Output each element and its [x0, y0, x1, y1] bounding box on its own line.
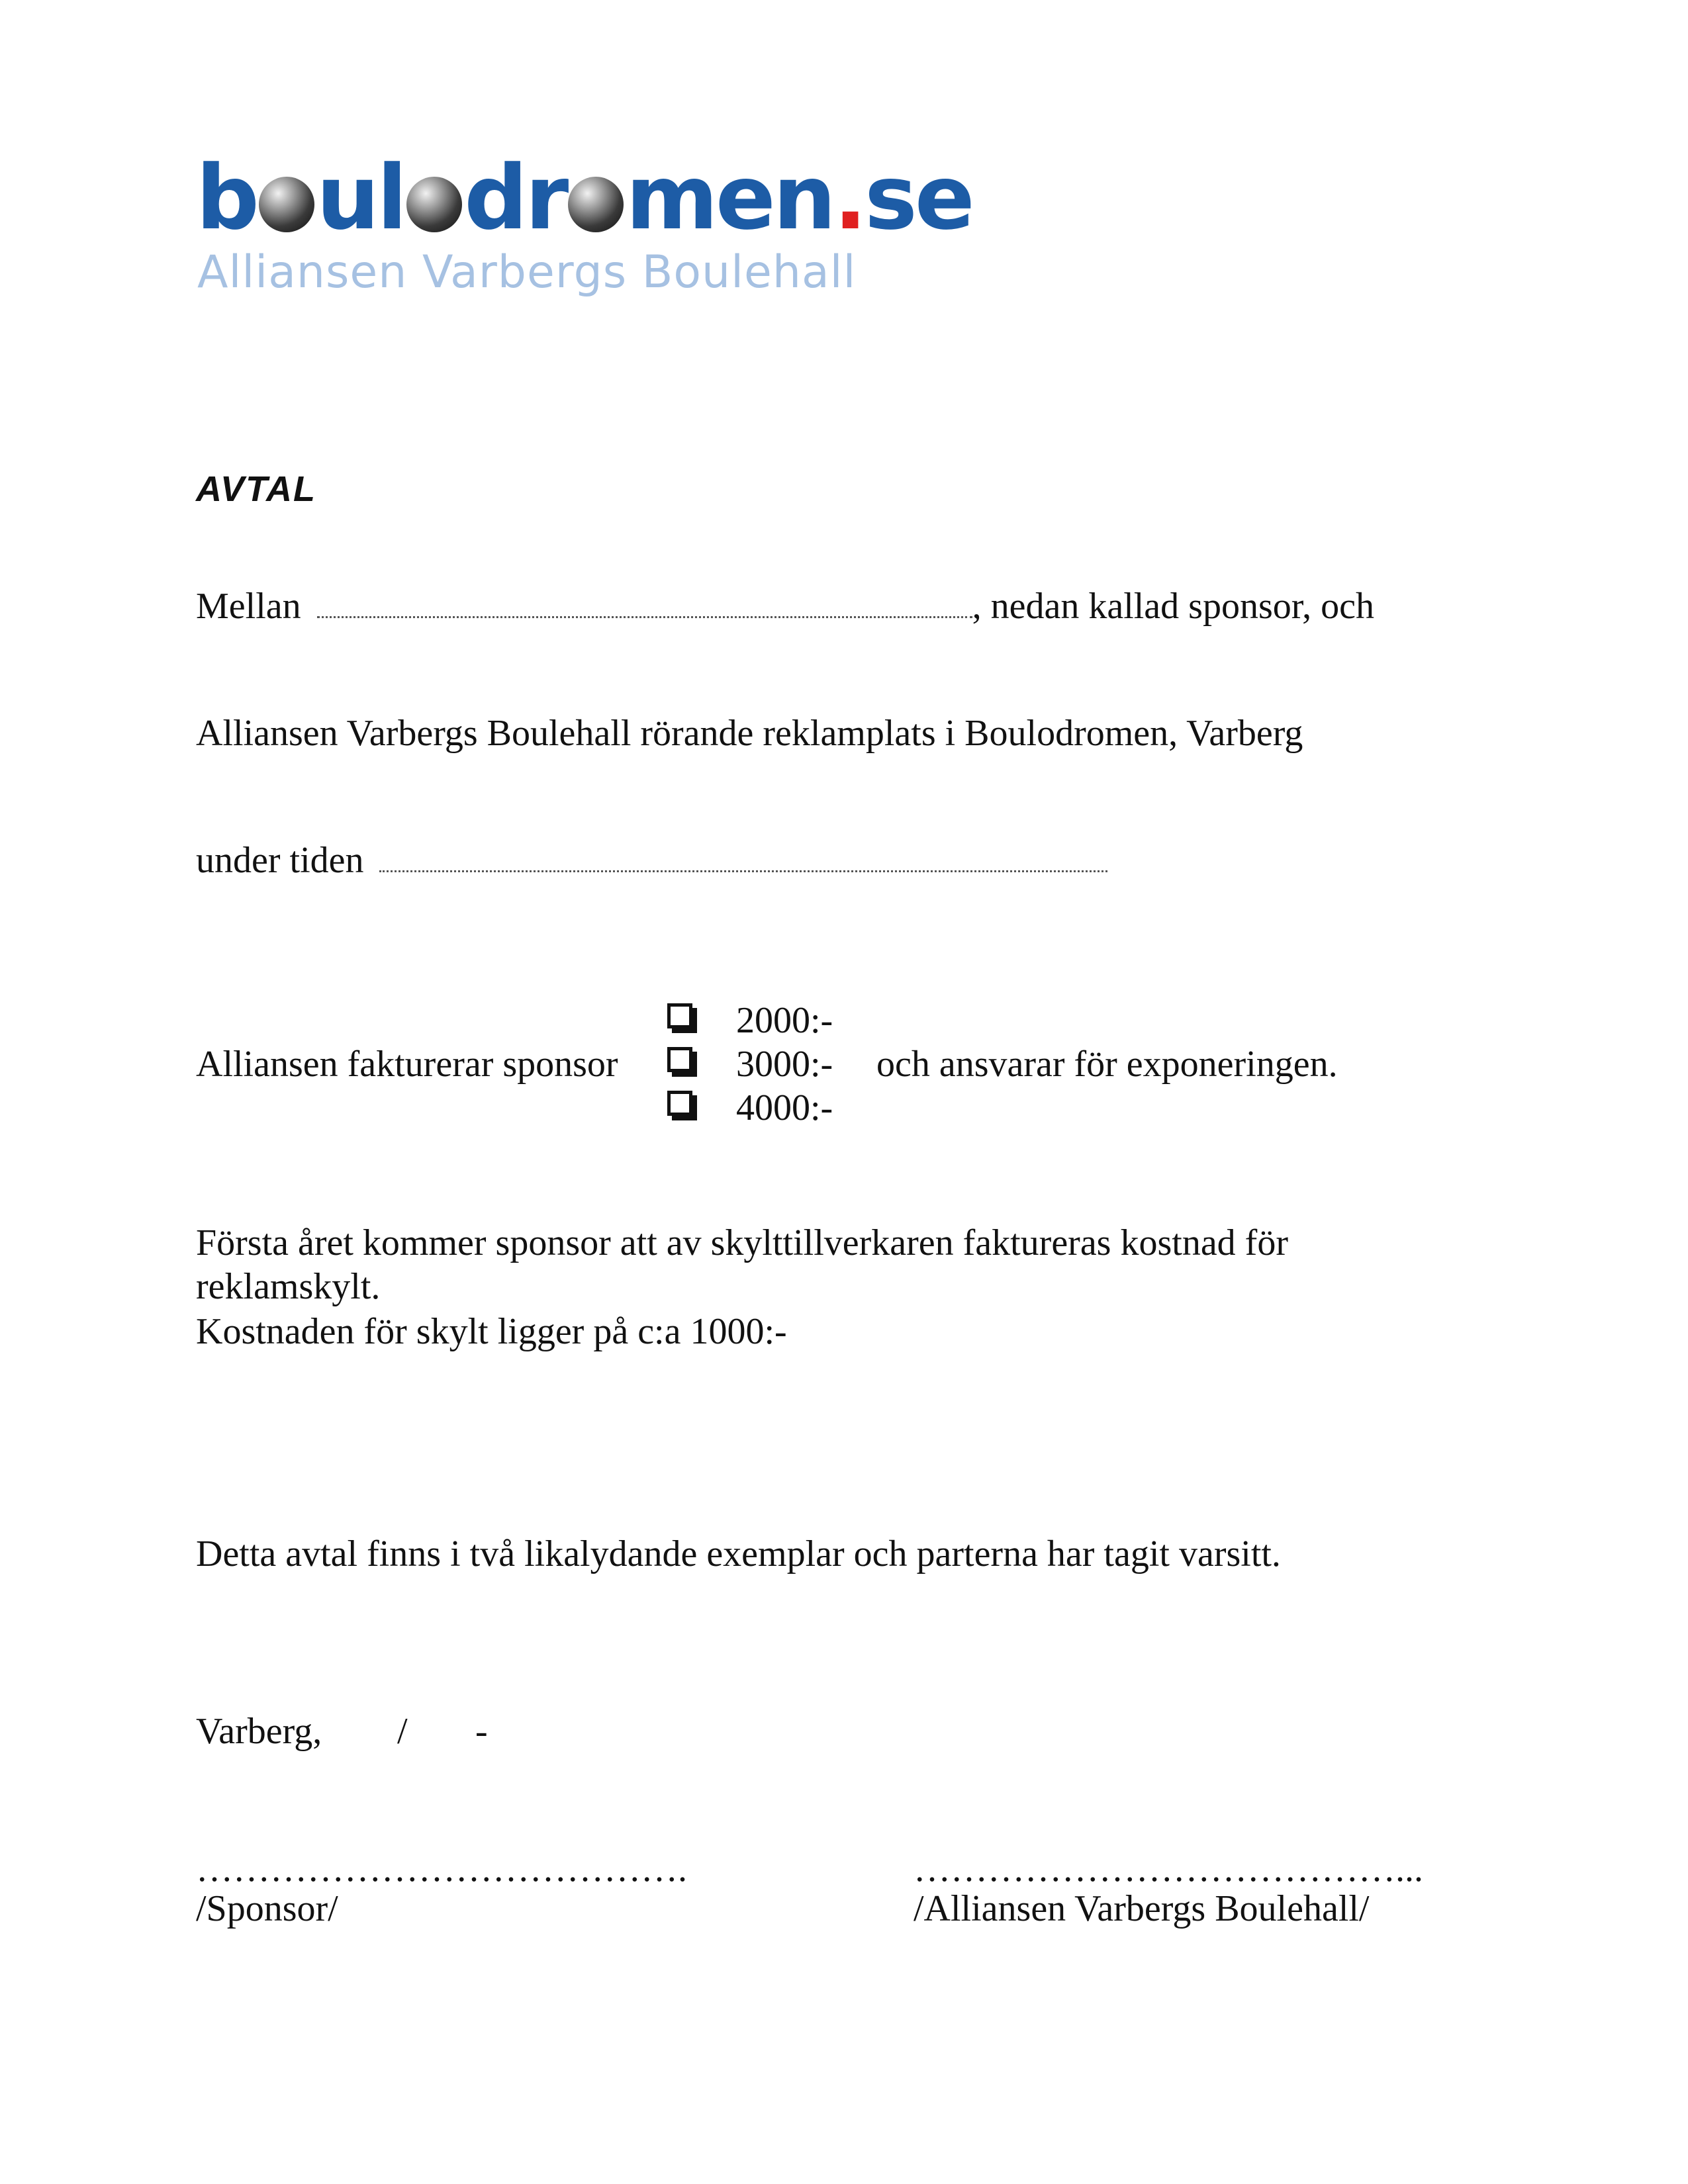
logo-text-men: men [626, 146, 834, 250]
option-3000-checkbox[interactable] [667, 1047, 692, 1072]
boule-ball-icon [259, 177, 314, 232]
logo-tagline: Alliansen Varbergs Boulehall [197, 246, 857, 298]
between-line [196, 588, 1374, 625]
brand-logo [196, 146, 972, 250]
sign-cost-line-3: Kostnaden för skylt ligger på c:a 1000:- [196, 1311, 787, 1352]
sponsor-signature-label: /Sponsor/ [196, 1888, 338, 1929]
option-4000-label: 4000:- [736, 1087, 833, 1128]
option-2000-label: 2000:- [736, 1000, 833, 1041]
logo-text-se: se [865, 146, 972, 250]
invoice-prefix: Alliansen fakturerar sponsor [196, 1044, 618, 1085]
sign-cost-line-2: reklamskylt. [196, 1266, 381, 1307]
period-label: under tiden [196, 840, 364, 881]
alliance-signature-line[interactable]: …………………………………... [914, 1848, 1423, 1889]
date-dash: - [475, 1711, 488, 1752]
logo-text-ul: ul [316, 146, 405, 250]
option-3000-label: 3000:- [736, 1044, 833, 1085]
sign-cost-line-1: Första året kommer sponsor att av skylttillverkaren faktureras kostnad för [196, 1222, 1288, 1263]
sponsor-name-field[interactable] [317, 615, 972, 618]
alliance-signature-label: /Alliansen Varbergs Boulehall/ [914, 1888, 1370, 1929]
period-line [196, 842, 1107, 879]
period-field[interactable] [379, 870, 1107, 872]
option-4000-checkbox[interactable] [667, 1091, 692, 1116]
logo-dot: . [833, 146, 865, 250]
copies-statement: Detta avtal finns i två likalydande exemplar och parterna har tagit varsitt. [196, 1533, 1281, 1574]
boule-ball-icon [406, 177, 462, 232]
sponsor-signature-line[interactable]: …………………………………. [196, 1848, 687, 1889]
date-slash: / [397, 1711, 408, 1752]
invoice-suffix: och ansvarar för exponeringen. [876, 1044, 1338, 1085]
party-line: Alliansen Varbergs Boulehall rörande reklamplats i Boulodromen, Varberg [196, 713, 1303, 754]
between-suffix: , nedan kallad sponsor, och [972, 586, 1375, 627]
logo-text-dr: dr [464, 146, 567, 250]
boule-ball-icon [568, 177, 624, 232]
document-title: AVTAL [196, 469, 316, 509]
logo-text-b: b [196, 146, 257, 250]
date-place: Varberg, [196, 1711, 322, 1752]
between-label: Mellan [196, 586, 301, 627]
option-2000-checkbox[interactable] [667, 1003, 692, 1028]
